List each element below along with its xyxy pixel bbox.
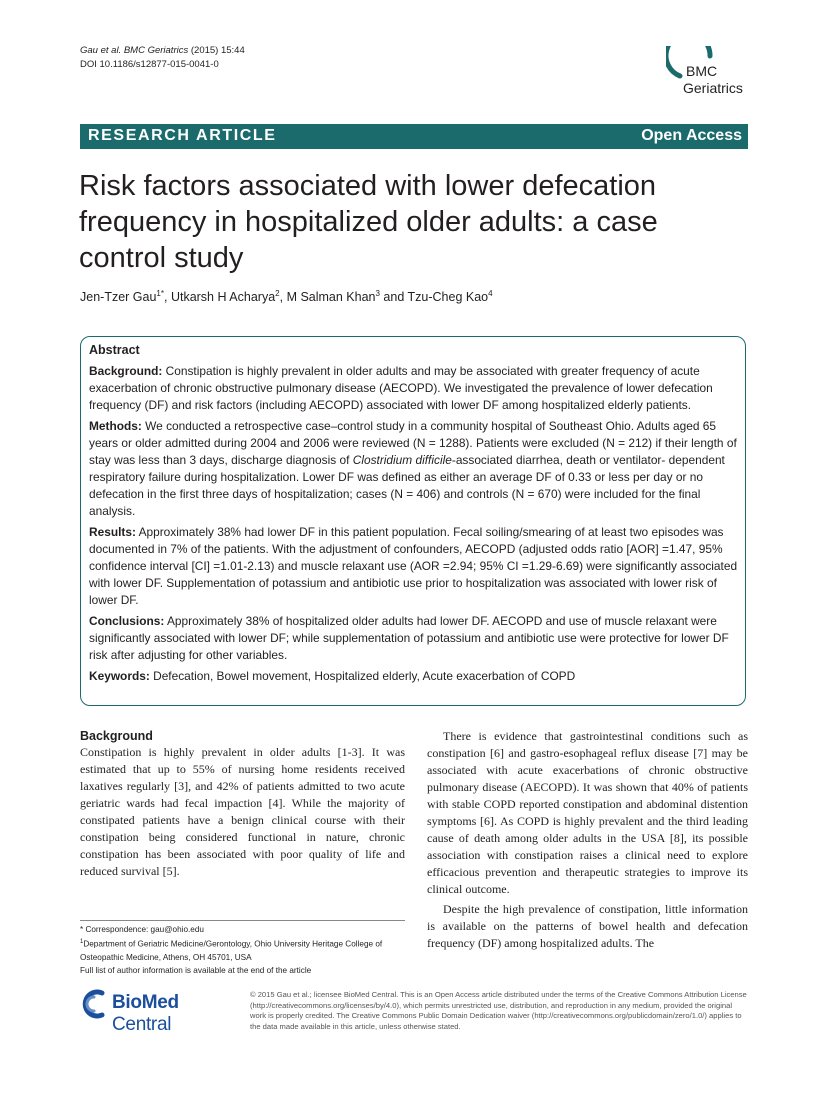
abstract-methods-text: We conducted a retrospective case–control study in a community hospital of Southeast Ohio. Adults aged 65 years or older admitted during 2004 and 2006 were reviewed (N = 1288). Patients were excluded (N = 212) if their length of stay was less than 3 days, discharge diagnosis of (89, 419, 737, 467)
author-name: Jen-Tzer Gau (80, 290, 157, 305)
open-access-label: Open Access (641, 127, 742, 144)
affiliation-mark: 1 (80, 939, 84, 945)
journal-logo (666, 46, 756, 106)
author-separator: , (163, 290, 171, 305)
body-paragraph: There is evidence that gastrointestinal conditions such as constipation [6] and gastro-esophageal reflux disease [7] may be associated with acute exacerbations of chronic obstructive pulmonary disease (AECOPD). It was shown that 40% of patients with stable COPD reported constipation and abdominal distention symptoms [6]. As COPD is highly prevalent and the third leading cause of death among older adults in the USA [8], its possible association with constipation raises a clinical need to explore efficacious prevention and therapeutic strategies to improve its clinical outcome. (427, 729, 748, 896)
footnotes (80, 923, 410, 977)
publisher-logo (80, 987, 240, 1035)
citation-journal: Gau et al. BMC Geriatrics (80, 45, 189, 56)
author-list (80, 289, 493, 304)
abstract-content (89, 342, 741, 689)
author-affiliation-mark: 4 (488, 289, 493, 298)
license-text: © 2015 Gau et al.; licensee BioMed Central. This is an Open Access article distributed under the terms of the Creative Commons Attribution License (http://creativecommons.org/licenses/by/4.0), which permits unrestricted use, distribution, and reproduction in any medium, provided the original work is properly credited. The Creative Commons Public Domain Dedication waiver (http://creativecommons.org/publicdomain/zero/1.0/) applies to the data made available in this article, unless otherwise stated. (250, 990, 747, 1031)
author-name: M Salman Khan (286, 290, 376, 305)
author-separator: , (279, 290, 287, 305)
abstract-methods (89, 418, 741, 520)
affiliation-text: Department of Geriatric Medicine/Gerontology, Ohio University Heritage College of Osteopathic Medicine, Athens, OH 45701, USA (80, 939, 383, 962)
abstract-results (89, 524, 741, 609)
abstract-conclusions (89, 613, 741, 664)
abstract-keywords (89, 668, 741, 685)
publisher-name-rest: Central (112, 1014, 172, 1035)
body-paragraph: Despite the high prevalence of constipation, little information is available on the patterns of bowel health and defecation frequency (DF) among hospitalized adults. The (427, 902, 748, 950)
publisher-logo-arc-icon (80, 989, 110, 1019)
author-separator: and (379, 290, 408, 305)
journal-logo-line2: Geriatrics (683, 80, 743, 96)
article-type-banner (80, 124, 748, 149)
abstract-conclusions-text: Approximately 38% of hospitalized older adults had lower DF. AECOPD and use of muscle relaxant were significantly associated with lower DF; while supplementation of potassium and antibiotic use were protective for lower DF risk after adjusting for other variables. (89, 614, 729, 662)
abstract-background-label: Background: (89, 364, 163, 378)
author-affiliation-mark: 1* (156, 289, 164, 298)
publisher-name (112, 992, 240, 1036)
author-affiliation-mark: 3 (375, 289, 380, 298)
abstract-keywords-label: Keywords: (89, 669, 150, 683)
footnote-divider (80, 920, 405, 921)
body-paragraph: Constipation is highly prevalent in older adults [1-3]. It was estimated that up to 55% of nursing home residents received laxatives regularly [3], and 42% of patients admitted to two acute geriatric wards had fecal impaction [4]. While the majority of constipated patients have a benign clinical course with their constipation being considered functional in nature, chronic constipation has been associated with poor quality of life and reduced survival [5]. (80, 745, 405, 878)
affiliation-note (80, 936, 410, 964)
citation-block (80, 44, 245, 72)
author-affiliation-mark: 2 (275, 289, 280, 298)
citation-volume: (2015) 15:44 (188, 45, 245, 56)
abstract-methods-organism: Clostridium difficile (352, 453, 452, 467)
article-type-label: RESEARCH ARTICLE (88, 127, 277, 144)
author-name: Utkarsh H Acharya (170, 290, 276, 305)
abstract-heading: Abstract (89, 343, 140, 357)
journal-logo-line1: BMC (686, 63, 718, 79)
citation-line (80, 44, 245, 58)
abstract-results-text: Approximately 38% had lower DF in this patient population. Fecal soiling/smearing of at least two episodes was documented in 7% of the patients. With the adjustment of confounders, AECOPD (adjusted odds ratio [AOR] =1.47, 95% confidence interval [CI] =1.01-2.13) and muscle relaxant use (AOR =2.94; 95% CI =1.29-6.69) were significantly associated with lower DF. Supplementation of potassium and antibiotic use prior to hospitalization was associated with lower risk of lower DF. (89, 525, 738, 607)
section-heading-background: Background (80, 729, 153, 743)
article-title: Risk factors associated with lower defecation frequency in hospitalized older adults: a case control study (79, 170, 658, 274)
abstract-background (89, 363, 741, 414)
abstract-results-label: Results: (89, 525, 136, 539)
publisher-name-bold: BioMed (112, 992, 179, 1013)
abstract-methods-label: Methods: (89, 419, 142, 433)
author-info-note: Full list of author information is available at the end of the article (80, 965, 312, 975)
author-name: Tzu-Cheg Kao (407, 290, 489, 305)
body-left-column (80, 728, 405, 880)
abstract-background-text: Constipation is highly prevalent in older adults and may be associated with greater frequency of acute exacerbation of chronic obstructive pulmonary disease (AECOPD). We investigated the prevalence of lower defecation frequency (DF) and risk factors (including AECOPD) associated with lower DF among hospitalized elderly patients. (89, 364, 713, 412)
body-right-column (427, 728, 748, 952)
abstract-conclusions-label: Conclusions: (89, 614, 165, 628)
abstract-box (80, 336, 746, 706)
correspondence-note: * Correspondence: gau@ohio.edu (80, 925, 204, 934)
abstract-methods-text-cont: -associated diarrhea, death or ventilator- dependent respiratory failure during hospitalization. Lower DF was defined as either an average DF of 0.33 or less per day or no defecation in the first three days of hospitalization; cases (N = 406) and controls (N = 670) were included for the final analysis. (89, 453, 725, 518)
abstract-keywords-text: Defecation, Bowel movement, Hospitalized elderly, Acute exacerbation of COPD (149, 669, 576, 683)
doi-line: DOI 10.1186/s12877-015-0041-0 (80, 59, 219, 70)
